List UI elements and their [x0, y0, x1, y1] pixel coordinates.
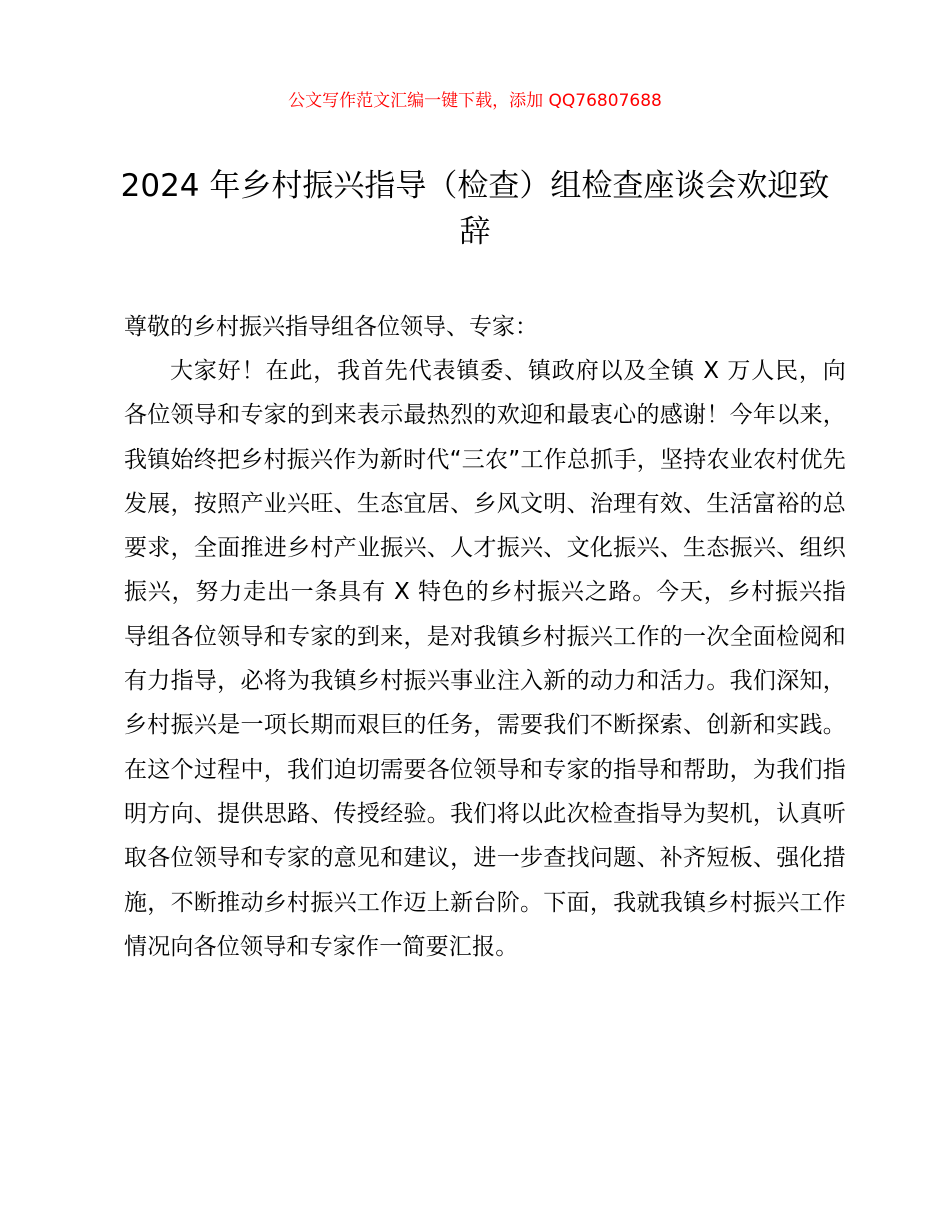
body-paragraph: 大家好！在此，我首先代表镇委、镇政府以及全镇 X 万人民，向各位领导和专家的到来表示最热烈的欢迎和最衷心的感谢！今年以来，我镇始终把乡村振兴作为新时代“三农”工作总抓手，坚持农业农村优先发展，按照产业兴旺、生态宜居、乡风文明、治理有效、生活富裕的总要求，全面推进乡村产业振兴、人才振兴、文化振兴、生态振兴、组织振兴，努力走出一条具有 X 特色的乡村振兴之路。今天，乡村振兴指导组各位领导和专家的到来，是对我镇乡村振兴工作的一次全面检阅和有力指导，必将为我镇乡村振兴事业注入新的动力和活力。我们深知，乡村振兴是一项长期而艰巨的任务，需要我们不断探索、创新和实践。在这个过程中，我们迫切需要各位领导和专家的指导和帮助，为我们指明方向、提供思路、传授经验。我们将以此次检查指导为契机，认真听取各位领导和专家的意见和建议，进一步查找问题、补齐短板、强化措施，不断推动乡村振兴工作迈上新台阶。下面，我就我镇乡村振兴工作情况向各位领导和专家作一简要汇报。	[124, 358, 846, 960]
header-download-note: 公文写作范文汇编一键下载，添加 QQ76807688	[288, 91, 662, 111]
salutation: 尊敬的乡村振兴指导组各位领导、专家：	[124, 314, 538, 340]
document-title: 2024 年乡村振兴指导（检查）组检查座谈会欢迎致辞	[120, 168, 830, 250]
